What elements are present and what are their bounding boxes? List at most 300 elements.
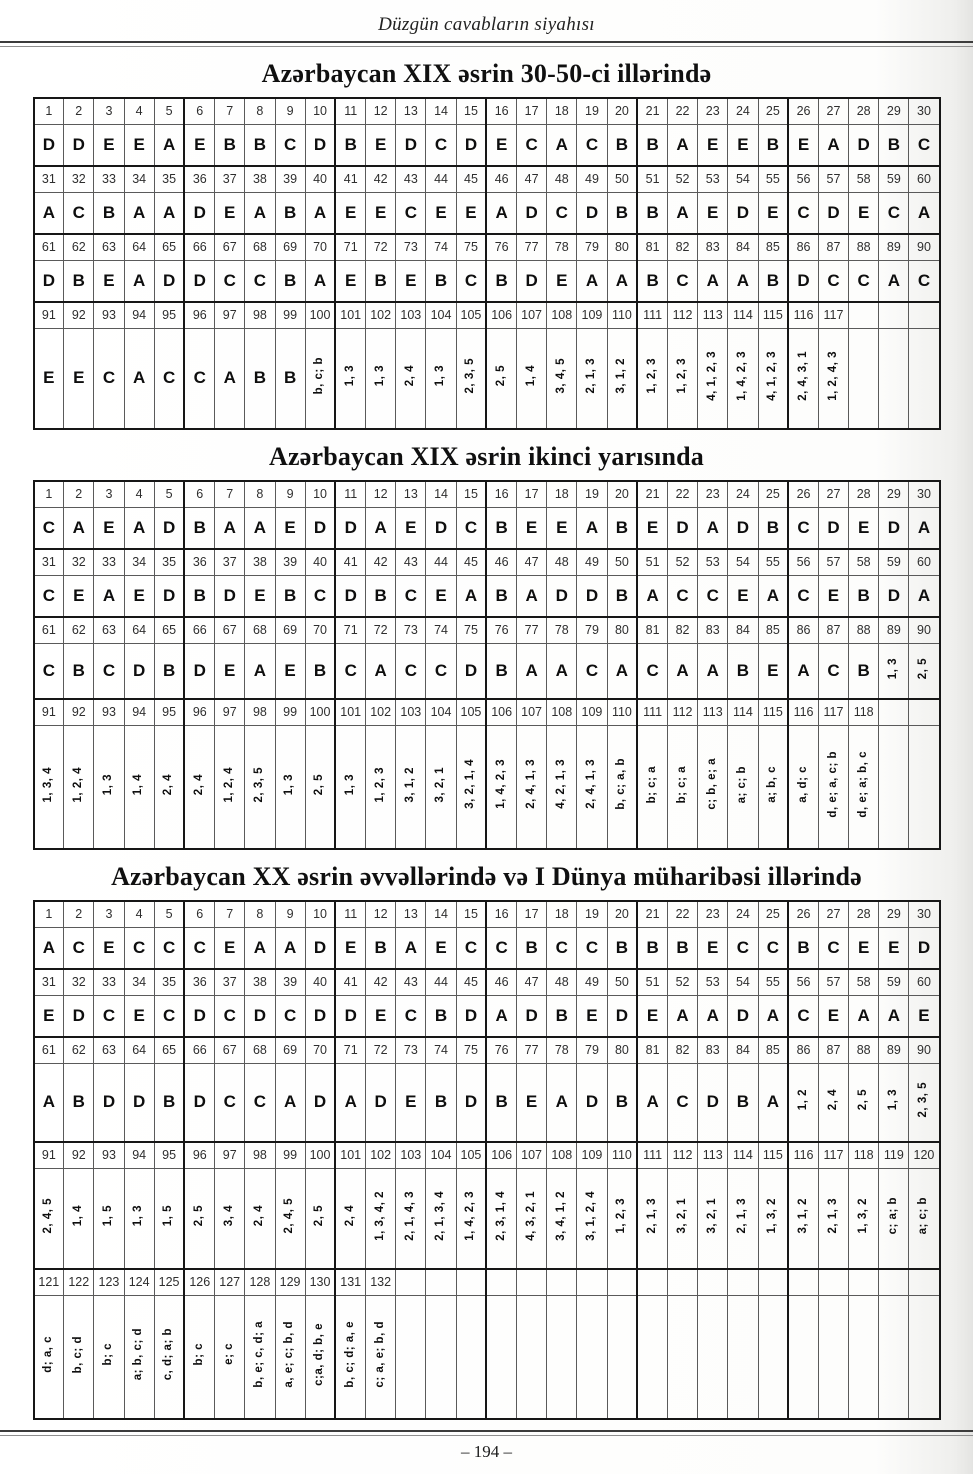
answer-cell: C — [667, 575, 697, 617]
question-number-cell: 19 — [577, 98, 607, 124]
answer-vertical-text: 2, 1, 4, 3 — [404, 1190, 417, 1241]
question-number-cell: 72 — [366, 234, 396, 260]
question-number-cell — [728, 1269, 758, 1295]
answer-cell — [698, 1168, 728, 1269]
question-number-cell: 51 — [637, 549, 667, 575]
answer-cell: B — [335, 124, 365, 166]
answer-cell: A — [667, 124, 697, 166]
answer-vertical-text: 3, 1, 2 — [615, 358, 628, 394]
answer-cell: A — [667, 995, 697, 1037]
answer-cell: D — [577, 575, 607, 617]
question-number-cell — [909, 699, 940, 725]
question-number-cell: 84 — [728, 617, 758, 643]
answer-vertical-text: 1, 4, 2, 3 — [494, 759, 507, 810]
answer-vertical-text: 3, 2, 1, 4 — [464, 759, 477, 810]
question-number-cell: 76 — [486, 234, 516, 260]
question-number-cell: 79 — [577, 234, 607, 260]
question-number-cell: 62 — [64, 1037, 94, 1063]
answer-cell: C — [34, 507, 64, 549]
answer-vertical-text: a; b, c; d — [132, 1328, 145, 1381]
question-number-cell: 4 — [124, 481, 154, 507]
question-number-cell: 13 — [396, 481, 426, 507]
question-number-cell: 25 — [758, 481, 788, 507]
question-number-cell: 94 — [124, 1142, 154, 1168]
question-number-cell: 83 — [698, 617, 728, 643]
question-number-cell: 57 — [818, 549, 848, 575]
question-number-cell: 130 — [305, 1269, 335, 1295]
question-number-cell: 59 — [879, 549, 909, 575]
question-number-cell: 96 — [184, 699, 214, 725]
answer-cell — [818, 328, 848, 429]
answer-cell: B — [184, 575, 214, 617]
answer-cell: B — [64, 260, 94, 302]
answer-cell: A — [486, 192, 516, 234]
answer-cell: A — [637, 575, 667, 617]
answer-cell: E — [215, 192, 245, 234]
answer-cell — [305, 1168, 335, 1269]
answer-vertical-text: 2, 4, 1, 3 — [585, 759, 598, 810]
page-header-title: Düzgün cavabların siyahısı — [378, 14, 595, 35]
answer-cell: C — [184, 328, 214, 429]
answer-cell: C — [667, 1063, 697, 1142]
question-number-cell: 6 — [184, 481, 214, 507]
answer-cell: B — [366, 927, 396, 969]
answer-cell: B — [667, 927, 697, 969]
answer-cell: A — [366, 643, 396, 699]
question-number-cell: 97 — [215, 699, 245, 725]
answer-cell — [426, 725, 456, 849]
answer-cell — [34, 1295, 64, 1419]
question-number-cell: 23 — [698, 481, 728, 507]
question-number-cell: 54 — [728, 549, 758, 575]
answer-cell: E — [426, 927, 456, 969]
answer-vertical-text: 2, 5 — [313, 1205, 326, 1227]
question-number-cell: 36 — [184, 549, 214, 575]
question-number-cell: 116 — [788, 699, 818, 725]
question-number-cell: 74 — [426, 234, 456, 260]
question-number-cell — [698, 1269, 728, 1295]
answer-cell: A — [698, 643, 728, 699]
answer-cell: A — [577, 507, 607, 549]
answer-cell: A — [879, 995, 909, 1037]
answer-vertical-text: 1, 3, 4, 2 — [373, 1190, 386, 1241]
answer-vertical-text: 2, 5 — [193, 1205, 206, 1227]
question-number-cell — [909, 1269, 940, 1295]
question-number-cell: 82 — [667, 617, 697, 643]
answer-cell: B — [486, 575, 516, 617]
answer-cell: D — [64, 995, 94, 1037]
answer-cell: A — [34, 1063, 64, 1142]
answer-cell — [64, 725, 94, 849]
answer-cell: A — [879, 260, 909, 302]
answer-cell: D — [305, 1063, 335, 1142]
question-number-cell: 28 — [849, 481, 879, 507]
answer-cell: B — [758, 507, 788, 549]
answers-table-2 — [33, 480, 941, 850]
answer-cell — [607, 328, 637, 429]
answer-cell: B — [366, 575, 396, 617]
answer-cell: C — [577, 643, 607, 699]
answer-cell: C — [215, 1063, 245, 1142]
answer-cell — [849, 328, 879, 429]
question-number-cell: 39 — [275, 549, 305, 575]
answer-cell: D — [728, 995, 758, 1037]
question-number-cell: 36 — [184, 166, 214, 192]
answer-cell: B — [517, 927, 547, 969]
answer-cell: B — [849, 643, 879, 699]
question-number-cell: 57 — [818, 969, 848, 995]
answer-cell — [486, 725, 516, 849]
question-number-cell: 13 — [396, 901, 426, 927]
question-number-cell: 70 — [305, 1037, 335, 1063]
answer-cell: D — [879, 575, 909, 617]
answer-cell: E — [215, 643, 245, 699]
question-number-cell: 29 — [879, 901, 909, 927]
question-number-cell: 5 — [154, 901, 184, 927]
answer-cell: B — [607, 507, 637, 549]
question-number-cell: 52 — [667, 166, 697, 192]
answer-cell: E — [849, 927, 879, 969]
answer-vertical-text: 2, 1, 3 — [826, 1198, 839, 1234]
answer-cell: C — [396, 575, 426, 617]
question-number-cell: 62 — [64, 617, 94, 643]
answer-vertical-text: 1, 3 — [887, 1089, 900, 1111]
answer-cell: C — [698, 575, 728, 617]
answer-cell: A — [849, 995, 879, 1037]
question-number-cell: 9 — [275, 901, 305, 927]
question-number-cell: 16 — [486, 98, 516, 124]
question-number-cell: 38 — [245, 969, 275, 995]
question-number-cell: 103 — [396, 302, 426, 328]
answer-cell: D — [305, 995, 335, 1037]
answer-cell — [124, 1295, 154, 1419]
answer-cell — [34, 1168, 64, 1269]
answer-vertical-text: 2, 3, 5 — [253, 766, 266, 802]
answer-cell: D — [879, 507, 909, 549]
answer-cell: A — [215, 507, 245, 549]
answer-cell: D — [517, 260, 547, 302]
question-number-cell: 82 — [667, 1037, 697, 1063]
question-number-cell: 55 — [758, 969, 788, 995]
question-number-cell: 118 — [849, 1142, 879, 1168]
question-number-cell: 35 — [154, 549, 184, 575]
question-number-cell: 13 — [396, 98, 426, 124]
question-number-cell: 10 — [305, 98, 335, 124]
question-number-cell: 66 — [184, 1037, 214, 1063]
question-number-cell: 26 — [788, 901, 818, 927]
question-number-cell: 110 — [607, 699, 637, 725]
question-number-cell: 115 — [758, 302, 788, 328]
question-number-cell: 38 — [245, 549, 275, 575]
answer-vertical-text: a; c; b — [736, 765, 749, 803]
answer-cell: C — [64, 927, 94, 969]
question-number-cell: 88 — [849, 234, 879, 260]
answer-vertical-text: 1, 2, 4 — [72, 766, 85, 802]
answer-cell: C — [728, 927, 758, 969]
question-number-cell: 43 — [396, 969, 426, 995]
answer-cell: D — [215, 575, 245, 617]
answer-cell: D — [154, 260, 184, 302]
answer-cell: E — [758, 643, 788, 699]
answer-cell: D — [577, 1063, 607, 1142]
answer-cell: B — [637, 124, 667, 166]
answer-cell: A — [517, 575, 547, 617]
answer-cell: A — [366, 507, 396, 549]
answer-cell: D — [154, 575, 184, 617]
question-number-cell: 85 — [758, 234, 788, 260]
question-number-cell: 68 — [245, 617, 275, 643]
answer-cell: E — [698, 124, 728, 166]
answer-cell — [366, 1295, 396, 1419]
answer-cell — [607, 725, 637, 849]
answer-cell: D — [34, 124, 64, 166]
question-number-cell: 30 — [909, 98, 940, 124]
answer-cell — [124, 1168, 154, 1269]
answer-cell: A — [245, 927, 275, 969]
question-number-cell: 45 — [456, 166, 486, 192]
answer-cell: D — [124, 643, 154, 699]
section-1 — [0, 59, 973, 430]
question-number-cell: 30 — [909, 481, 940, 507]
answer-cell — [849, 1295, 879, 1419]
question-number-cell: 104 — [426, 699, 456, 725]
question-number-cell: 15 — [456, 481, 486, 507]
answer-vertical-text: 1, 3 — [373, 365, 386, 387]
answer-cell: B — [728, 643, 758, 699]
question-number-cell: 37 — [215, 969, 245, 995]
answer-vertical-text: 4, 1, 2, 3 — [766, 350, 779, 401]
answer-cell: D — [184, 1063, 214, 1142]
answer-cell — [879, 725, 909, 849]
question-number-cell: 49 — [577, 166, 607, 192]
answer-cell: D — [818, 507, 848, 549]
answer-cell: D — [456, 643, 486, 699]
question-number-cell: 32 — [64, 969, 94, 995]
answer-cell: C — [788, 507, 818, 549]
answer-vertical-text: 1, 3 — [102, 773, 115, 795]
answer-cell — [184, 725, 214, 849]
answer-cell: C — [758, 927, 788, 969]
question-number-cell: 17 — [517, 901, 547, 927]
answer-cell: D — [335, 575, 365, 617]
question-number-cell: 2 — [64, 481, 94, 507]
answer-cell: D — [909, 927, 940, 969]
question-number-cell: 65 — [154, 1037, 184, 1063]
question-number-cell: 107 — [517, 302, 547, 328]
answer-cell — [607, 1295, 637, 1419]
answer-cell: A — [215, 328, 245, 429]
question-number-cell — [758, 1269, 788, 1295]
question-number-cell: 66 — [184, 234, 214, 260]
question-number-cell: 50 — [607, 166, 637, 192]
question-number-cell: 28 — [849, 901, 879, 927]
question-number-cell: 39 — [275, 969, 305, 995]
answer-cell — [879, 1168, 909, 1269]
question-number-cell: 98 — [245, 699, 275, 725]
answer-cell: D — [667, 507, 697, 549]
answer-cell — [396, 725, 426, 849]
page-footer — [0, 1430, 973, 1474]
answer-cell: B — [547, 995, 577, 1037]
question-number-cell: 112 — [667, 302, 697, 328]
question-number-cell: 24 — [728, 98, 758, 124]
answer-cell: A — [245, 507, 275, 549]
question-number-cell: 63 — [94, 617, 124, 643]
answer-cell: E — [34, 328, 64, 429]
answer-cell: B — [879, 124, 909, 166]
question-number-cell: 17 — [517, 481, 547, 507]
question-number-cell: 121 — [34, 1269, 64, 1295]
question-number-cell: 72 — [366, 617, 396, 643]
answer-cell: A — [758, 995, 788, 1037]
question-number-cell: 111 — [637, 302, 667, 328]
answer-cell — [426, 1295, 456, 1419]
question-number-cell: 25 — [758, 901, 788, 927]
answer-vertical-text: 2, 1, 3 — [645, 1198, 658, 1234]
question-number-cell: 59 — [879, 166, 909, 192]
question-number-cell: 76 — [486, 617, 516, 643]
answer-cell: C — [184, 927, 214, 969]
answer-cell: D — [456, 124, 486, 166]
answer-cell: E — [818, 995, 848, 1037]
question-number-cell: 96 — [184, 302, 214, 328]
answer-cell: B — [788, 927, 818, 969]
question-number-cell: 70 — [305, 234, 335, 260]
answer-cell — [34, 725, 64, 849]
question-number-cell: 79 — [577, 617, 607, 643]
answer-cell — [486, 1168, 516, 1269]
question-number-cell: 103 — [396, 699, 426, 725]
question-number-cell: 72 — [366, 1037, 396, 1063]
answer-cell: D — [124, 1063, 154, 1142]
answer-cell — [909, 1063, 940, 1142]
question-number-cell: 20 — [607, 98, 637, 124]
question-number-cell: 75 — [456, 1037, 486, 1063]
answer-cell: A — [486, 995, 516, 1037]
answer-cell — [426, 1168, 456, 1269]
question-number-cell: 20 — [607, 901, 637, 927]
answer-cell: A — [154, 124, 184, 166]
question-number-cell: 56 — [788, 166, 818, 192]
answer-vertical-text: 1, 3 — [887, 657, 900, 679]
answer-cell: B — [637, 192, 667, 234]
question-number-cell: 61 — [34, 234, 64, 260]
answer-vertical-text: 2, 4, 5 — [42, 1198, 55, 1234]
answer-cell: D — [517, 995, 547, 1037]
answers-table-1 — [33, 97, 941, 430]
answer-cell — [154, 1168, 184, 1269]
question-number-cell: 78 — [547, 234, 577, 260]
answer-cell: B — [275, 260, 305, 302]
question-number-cell: 101 — [335, 699, 365, 725]
answer-cell — [486, 328, 516, 429]
question-number-cell: 107 — [517, 1142, 547, 1168]
question-number-cell: 111 — [637, 699, 667, 725]
question-number-cell: 83 — [698, 234, 728, 260]
answer-cell: C — [154, 328, 184, 429]
answer-vertical-text: c; a; b — [887, 1197, 900, 1235]
answer-cell: C — [577, 124, 607, 166]
answer-cell: D — [366, 1063, 396, 1142]
question-number-cell: 115 — [758, 699, 788, 725]
question-number-cell: 92 — [64, 1142, 94, 1168]
question-number-cell: 17 — [517, 98, 547, 124]
answer-vertical-text: 1, 2, 3 — [373, 766, 386, 802]
question-number-cell: 87 — [818, 1037, 848, 1063]
answer-cell: C — [154, 927, 184, 969]
question-number-cell: 52 — [667, 969, 697, 995]
answer-vertical-text: 2, 4 — [343, 1205, 356, 1227]
question-number-cell: 47 — [517, 166, 547, 192]
answer-cell: A — [124, 260, 154, 302]
question-number-cell: 47 — [517, 969, 547, 995]
question-number-cell: 78 — [547, 617, 577, 643]
answer-cell: E — [849, 507, 879, 549]
question-number-cell: 53 — [698, 969, 728, 995]
answer-cell: D — [64, 124, 94, 166]
answer-vertical-text: 1, 3 — [343, 773, 356, 795]
answer-cell: C — [275, 124, 305, 166]
question-number-cell: 34 — [124, 166, 154, 192]
question-number-cell: 90 — [909, 1037, 940, 1063]
answer-vertical-text: 1, 3 — [132, 1205, 145, 1227]
question-number-cell: 29 — [879, 98, 909, 124]
answer-cell: D — [94, 1063, 124, 1142]
answer-cell — [728, 328, 758, 429]
answer-cell — [547, 1168, 577, 1269]
question-number-cell — [909, 302, 940, 328]
answer-cell: C — [94, 995, 124, 1037]
answer-vertical-text: 1, 2, 4, 3 — [826, 350, 839, 401]
answer-cell — [245, 1168, 275, 1269]
answer-cell — [909, 725, 940, 849]
question-number-cell: 90 — [909, 234, 940, 260]
question-number-cell: 11 — [335, 901, 365, 927]
answer-cell — [64, 1168, 94, 1269]
answer-cell: D — [728, 507, 758, 549]
question-number-cell: 88 — [849, 1037, 879, 1063]
question-number-cell: 99 — [275, 302, 305, 328]
answer-vertical-text: 1, 2, 3 — [615, 1198, 628, 1234]
answer-cell — [335, 1295, 365, 1419]
answer-cell: E — [275, 643, 305, 699]
answer-cell — [849, 1063, 879, 1142]
question-number-cell: 8 — [245, 481, 275, 507]
question-number-cell: 14 — [426, 481, 456, 507]
answer-vertical-text: 1, 4, 2, 3 — [736, 350, 749, 401]
answer-vertical-text: 2, 5 — [494, 365, 507, 387]
question-number-cell: 64 — [124, 1037, 154, 1063]
question-number-cell: 110 — [607, 1142, 637, 1168]
answer-cell: E — [396, 1063, 426, 1142]
question-number-cell: 53 — [698, 166, 728, 192]
answer-vertical-text: c;a, d; b, e — [313, 1322, 326, 1386]
question-number-cell: 95 — [154, 699, 184, 725]
answer-cell — [486, 1295, 516, 1419]
answer-cell — [547, 1295, 577, 1419]
answer-cell: B — [154, 643, 184, 699]
answer-cell: E — [547, 260, 577, 302]
question-number-cell: 65 — [154, 234, 184, 260]
answer-cell: C — [547, 192, 577, 234]
answer-vertical-text: 2, 1, 3 — [585, 358, 598, 394]
answer-cell: B — [637, 927, 667, 969]
question-number-cell: 103 — [396, 1142, 426, 1168]
answer-cell: C — [275, 995, 305, 1037]
answer-cell: E — [184, 124, 214, 166]
question-number-cell: 1 — [34, 481, 64, 507]
question-number-cell: 112 — [667, 1142, 697, 1168]
